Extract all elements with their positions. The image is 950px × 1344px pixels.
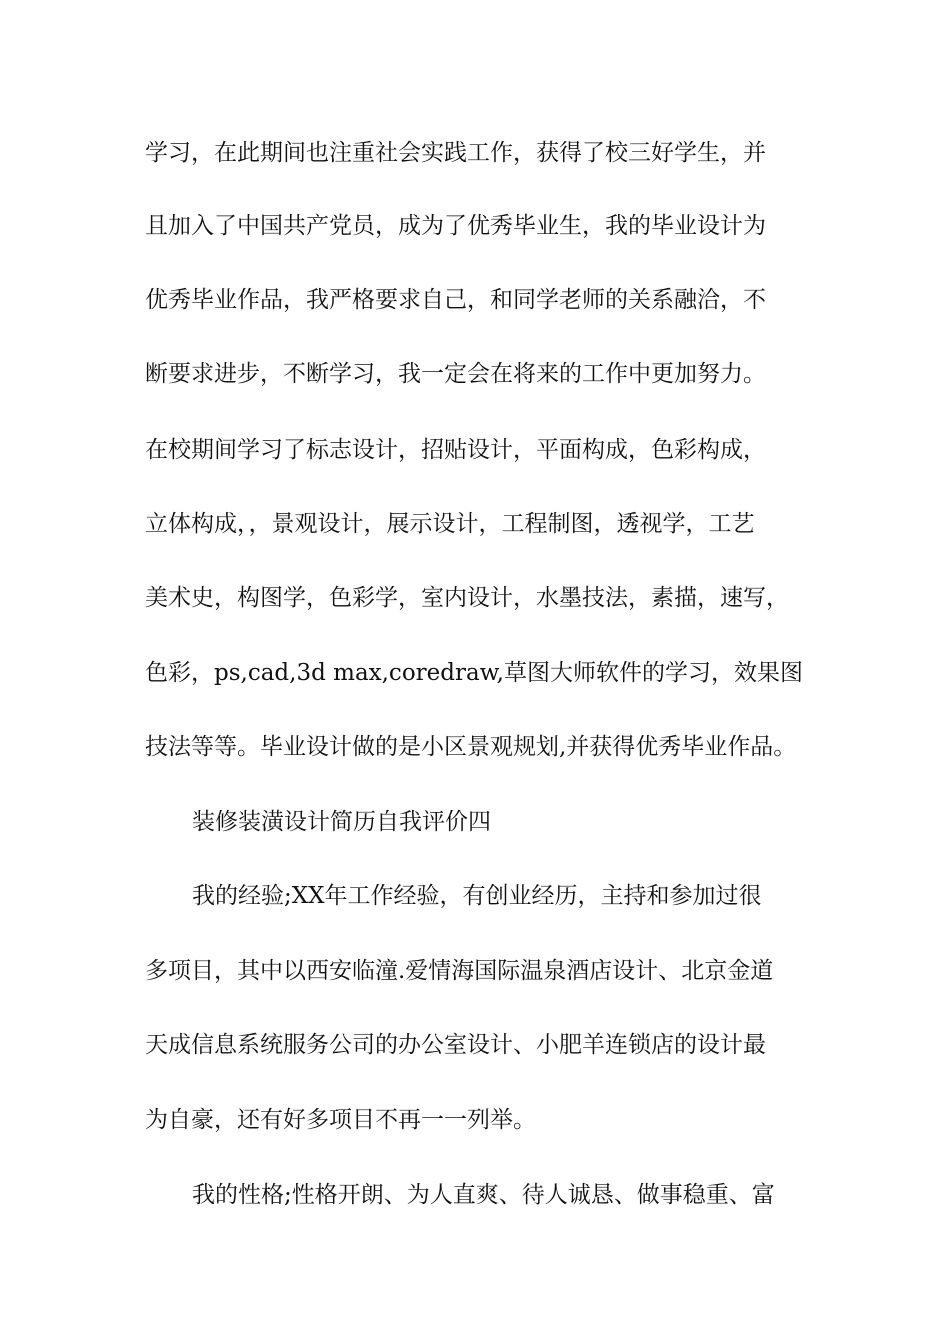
body-line: 学习，在此期间也注重社会实践工作，获得了校三好学生，并 [145,140,766,166]
body-line: 多项目，其中以西安临潼.爱情海国际温泉酒店设计、北京金道 [145,958,774,984]
body-line: 色彩，ps,cad,3d max,coredraw,草图大师软件的学习，效果图 [145,660,803,686]
body-line: 天成信息系统服务公司的办公室设计、小肥羊连锁店的设计最 [145,1032,766,1058]
body-line: 且加入了中国共产党员，成为了优秀毕业生，我的毕业设计为 [145,213,766,239]
body-line: 技法等等。毕业设计做的是小区景观规划,并获得优秀毕业作品。 [145,734,797,760]
body-line: 在校期间学习了标志设计，招贴设计，平面构成，色彩构成， [145,437,766,463]
section-heading: 装修装潢设计简历自我评价四 [192,809,491,835]
body-line: 优秀毕业作品，我严格要求自己，和同学老师的关系融洽，不 [145,287,766,313]
body-line: 为自豪，还有好多项目不再一一列举。 [145,1107,536,1133]
body-line: 断要求进步，不断学习，我一定会在将来的工作中更加努力。 [145,361,766,387]
body-line: 我的性格;性格开朗、为人直爽、待人诚恳、做事稳重、富 [192,1182,775,1208]
body-line: 立体构成，，景观设计，展示设计，工程制图，透视学，工艺 [145,511,755,537]
body-line: 美术史，构图学，色彩学，室内设计，水墨技法，素描，速写， [145,585,789,611]
body-line: 我的经验;XX年工作经验，有创业经历，主持和参加过很 [192,883,762,909]
